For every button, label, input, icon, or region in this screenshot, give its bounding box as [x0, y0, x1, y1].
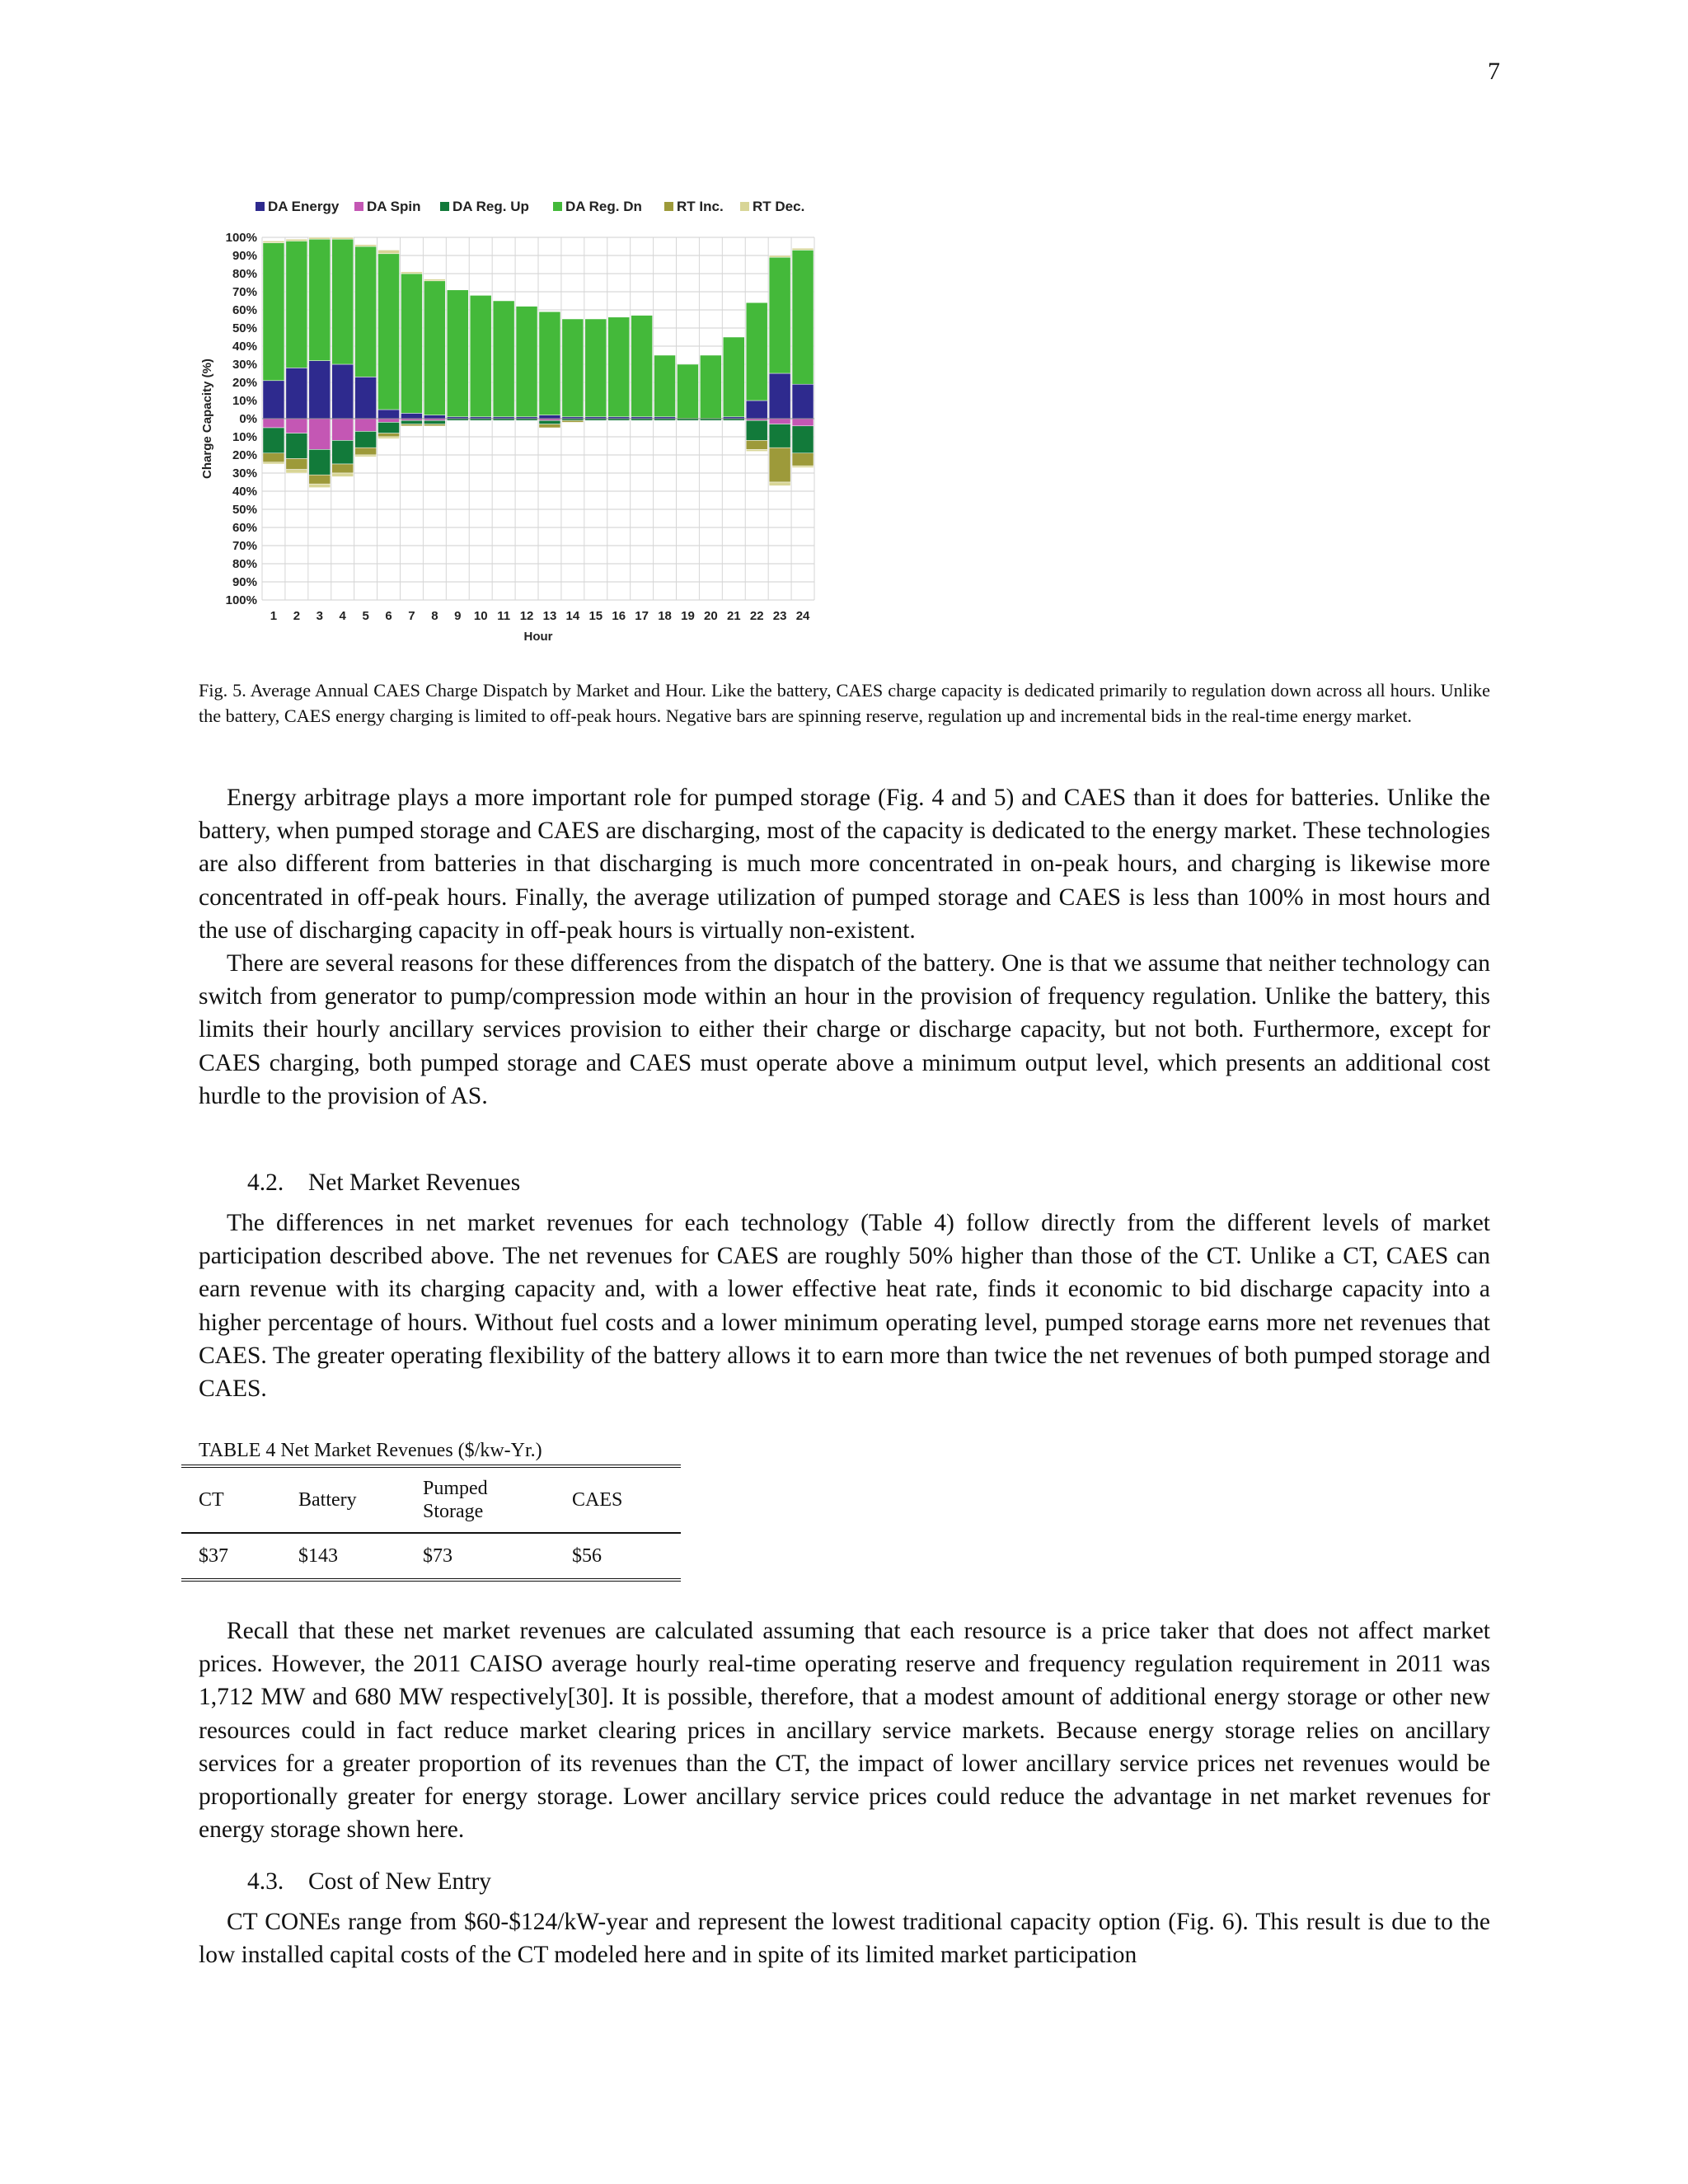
x-tick-label: 6: [385, 609, 392, 623]
x-tick-label: 24: [795, 609, 810, 623]
bar-segment: [355, 377, 377, 419]
bar-segment: [447, 290, 468, 417]
y-tick-label: 20%: [232, 376, 257, 390]
bar-segment: [424, 281, 445, 415]
bar-segment: [263, 428, 284, 453]
paragraph: CT CONEs range from $60-$124/kW-year and represent the lowest traditional capacity option (Fig. 6). This result is due to the low installed capital costs of the CT modeled here and in spite of its limited market participation: [199, 1909, 1490, 1969]
figure-5: [195, 191, 829, 653]
page-number: 7: [1488, 58, 1500, 85]
section-heading-4-3: [247, 1865, 491, 1898]
y-tick-label: 60%: [232, 303, 257, 317]
bar-segment: [562, 420, 584, 422]
y-tick-label: 40%: [232, 340, 257, 354]
x-tick-label: 9: [454, 609, 462, 623]
bar-segment: [309, 475, 331, 484]
bar-segment: [355, 431, 377, 448]
x-tick-label: 19: [681, 609, 695, 623]
bar-segment: [263, 243, 284, 381]
bar-segment: [539, 312, 560, 415]
bar-segment: [401, 274, 422, 413]
x-tick-label: 15: [588, 609, 603, 623]
bar-segment: [286, 239, 307, 241]
bar-segment: [309, 239, 331, 360]
bar-segment: [769, 257, 790, 373]
table-header-row: [181, 1466, 681, 1533]
bar-segment: [355, 419, 377, 431]
bar-segment: [332, 364, 354, 419]
bar-segment: [539, 415, 560, 419]
bar-segment: [769, 419, 790, 424]
bar-segment: [378, 437, 400, 438]
table-cell: $37: [199, 1544, 228, 1567]
legend-swatch: [440, 202, 449, 211]
bar-segment: [792, 466, 814, 467]
x-tick-label: 13: [542, 609, 557, 623]
bar-segment: [401, 272, 422, 274]
x-tick-label: 11: [497, 609, 511, 623]
bar-segment: [263, 462, 284, 464]
bar-segment: [401, 420, 422, 424]
legend-label: DA Energy: [268, 199, 340, 214]
bar-segment: [539, 424, 560, 428]
bar-segment: [746, 302, 767, 401]
table-cell: $143: [298, 1544, 338, 1567]
bar-segment: [424, 279, 445, 281]
table-row: [181, 1533, 681, 1580]
bar-segment: [378, 434, 400, 437]
x-tick-label: 20: [704, 609, 718, 623]
bar-segment: [470, 295, 491, 416]
bar-segment: [424, 424, 445, 426]
x-tick-label: 14: [565, 609, 580, 623]
bar-segment: [516, 307, 537, 417]
x-axis-title: Hour: [523, 630, 553, 644]
paragraph: The differences in net market revenues for each technology (Table 4) follow directly from the different levels of market participation described above. The net revenues for CAES are roughly 50% higher than those of the CT. Unlike a CT, CAES can earn revenue with its charging capacity and, with a lower effective heat rate, finds it economic to bid discharge capacity into a higher percentage of hours. Without fuel costs and a lower minimum operating level, pumped storage earns more net revenues that CAES. The greater operating flexibility of the battery allows it to earn more than twice the net revenues of both pumped storage and CAES.: [199, 1210, 1490, 1403]
y-tick-label: 70%: [232, 285, 257, 299]
y-tick-label: 50%: [232, 503, 257, 517]
y-axis-title: Charge Capacity (%): [200, 359, 214, 479]
y-tick-label: 0%: [239, 412, 257, 426]
bar-segment: [378, 419, 400, 422]
table-header-cell: CAES: [555, 1466, 681, 1533]
x-tick-label: 2: [293, 609, 301, 623]
x-tick-label: 1: [270, 609, 278, 623]
bar-segment: [769, 373, 790, 419]
bar-segment: [286, 368, 307, 419]
table-cell: $56: [572, 1544, 602, 1567]
bar-segment: [746, 420, 767, 440]
legend-label: RT Dec.: [753, 199, 805, 214]
bar-segment: [769, 255, 790, 257]
bar-segment: [424, 415, 445, 419]
bar-segment: [585, 319, 607, 417]
bar-segment: [562, 319, 584, 417]
bar-segment: [286, 419, 307, 434]
legend-label: RT Inc.: [677, 199, 724, 214]
bar-segment: [608, 317, 630, 417]
x-tick-label: 4: [339, 609, 346, 623]
bar-segment: [309, 361, 331, 419]
section-title: Cost of New Entry: [308, 1868, 492, 1895]
x-tick-label: 17: [635, 609, 649, 623]
bar-segment: [654, 355, 676, 417]
y-tick-label: 80%: [232, 557, 257, 571]
bar-segment: [769, 482, 790, 485]
bar-segment: [401, 413, 422, 419]
bar-segment: [677, 364, 698, 419]
bar-segment: [263, 453, 284, 462]
bar-segment: [309, 449, 331, 475]
y-tick-label: 60%: [232, 521, 257, 535]
bar-segment: [631, 316, 653, 417]
y-tick-label: 100%: [225, 231, 257, 245]
bar-segment: [355, 246, 377, 377]
y-tick-label: 90%: [232, 575, 257, 589]
table-header-cell: Battery: [281, 1466, 406, 1533]
bar-segment: [332, 419, 354, 440]
bar-segment: [332, 440, 354, 464]
legend-label: DA Spin: [367, 199, 421, 214]
section-heading-4-2: [247, 1166, 520, 1199]
bar-segment: [539, 420, 560, 424]
bar-segment: [286, 241, 307, 368]
paragraph: Recall that these net market revenues are calculated assuming that each resource is a price taker that does not affect market prices. However, the 2011 CAISO average hourly real-time operating reserve and frequency regulation requirement in 2011 was 1,712 MW and 680 MW respectively[30]. It is possible, therefore, that a modest amount of additional energy storage or other new resources could in fact reduce market clearing prices in ancillary service markets. Because energy storage relies on ancillary services for a greater proportion of its revenues than the CT, the impact of lower ancillary service prices net revenues would be proportionally greater for energy storage. Lower ancillary service prices could reduce the advantage in net market revenues for energy storage shown here.: [199, 1618, 1490, 1844]
legend-swatch: [354, 202, 363, 211]
paragraph: Energy arbitrage plays a more important role for pumped storage (Fig. 4 and 5) and CAES than it does for batteries. Unlike the battery, when pumped storage and CAES are discharging, most of the capacity is dedicated to the energy market. These technologies are also different from batteries in that discharging is much more concentrated in on-peak hours, and charging is likewise more concentrated in off-peak hours. Finally, the average utilization of pumped storage and CAES is less than 100% in most hours and the use of discharging capacity in off-peak hours is virtually non-existent.: [199, 785, 1490, 944]
bar-segment: [286, 470, 307, 473]
pumped-storage-header: Pumped Storage: [423, 1478, 488, 1522]
bar-segment: [746, 401, 767, 419]
bar-segment: [792, 250, 814, 384]
bar-segment: [286, 458, 307, 469]
x-tick-label: 7: [408, 609, 415, 623]
bar-segment: [286, 434, 307, 459]
x-tick-label: 8: [431, 609, 438, 623]
bar-segment: [263, 419, 284, 428]
x-tick-label: 22: [749, 609, 764, 623]
y-tick-label: 100%: [225, 593, 257, 607]
legend-swatch: [740, 202, 749, 211]
y-tick-label: 80%: [232, 267, 257, 281]
x-tick-label: 16: [612, 609, 626, 623]
bar-segment: [769, 424, 790, 448]
table-header-cell: [406, 1466, 555, 1533]
legend-label: DA Reg. Up: [452, 199, 529, 214]
x-tick-label: 3: [316, 609, 323, 623]
bar-segment: [355, 455, 377, 457]
bar-segment: [401, 424, 422, 426]
x-tick-label: 18: [658, 609, 672, 623]
table-header-cell: CT: [181, 1466, 281, 1533]
bar-segment: [332, 239, 354, 364]
bar-segment: [309, 237, 331, 239]
y-tick-label: 10%: [232, 430, 257, 444]
bar-segment: [309, 419, 331, 449]
x-tick-label: 21: [726, 609, 741, 623]
bar-segment: [792, 384, 814, 419]
y-tick-label: 30%: [232, 358, 257, 372]
y-tick-label: 10%: [232, 394, 257, 408]
y-tick-label: 20%: [232, 448, 257, 462]
bar-segment: [792, 453, 814, 466]
caes-charge-dispatch-chart: [195, 191, 829, 653]
paragraph: There are several reasons for these differences from the dispatch of the battery. One is that we assume that neither technology can switch from generator to pump/compression mode within an hour in the provision of frequency regulation. Unlike the battery, this limits their hourly ancillary services provision to either their charge or discharge capacity, but not both. Furthermore, except for CAES charging, both pumped storage and CAES must operate above a minimum output level, which presents an additional cost hurdle to the provision of AS.: [199, 950, 1490, 1109]
bar-segment: [378, 422, 400, 433]
body-section-4: [199, 1905, 1490, 1971]
bar-segment: [700, 355, 721, 419]
bar-segment: [263, 241, 284, 242]
bar-segment: [769, 448, 790, 482]
legend-label: DA Reg. Dn: [565, 199, 642, 214]
x-tick-label: 12: [519, 609, 534, 623]
bar-segment: [332, 237, 354, 239]
body-section-1: [199, 781, 1490, 1113]
legend-swatch: [553, 202, 562, 211]
bar-segment: [424, 420, 445, 424]
bar-segment: [493, 301, 514, 417]
x-tick-label: 5: [362, 609, 369, 623]
bar-segment: [332, 473, 354, 476]
bar-segment: [332, 464, 354, 473]
bar-segment: [263, 381, 284, 419]
bar-segment: [792, 426, 814, 453]
bar-segment: [378, 250, 400, 253]
legend-swatch: [256, 202, 265, 211]
bar-segment: [746, 440, 767, 449]
section-title: Net Market Revenues: [308, 1169, 521, 1196]
y-tick-label: 30%: [232, 466, 257, 480]
bar-segment: [309, 484, 331, 487]
y-tick-label: 70%: [232, 539, 257, 553]
bar-segment: [723, 337, 744, 417]
table-cell: $73: [423, 1544, 452, 1567]
x-tick-label: 23: [772, 609, 787, 623]
bar-segment: [378, 254, 400, 410]
table-title: TABLE 4 Net Market Revenues ($/kw-Yr.): [199, 1440, 542, 1461]
figure-caption: Fig. 5. Average Annual CAES Charge Dispatch by Market and Hour. Like the battery, CAES charge capacity is dedicated primarily to regulation down across all hours. Unlike the battery, CAES energy charging is limited to off-peak hours. Negative bars are spinning reserve, regulation up and incremental bids in the real-time energy market.: [199, 680, 1490, 726]
y-tick-label: 90%: [232, 249, 257, 263]
bar-segment: [746, 449, 767, 451]
body-section-3: [199, 1615, 1490, 1846]
y-tick-label: 50%: [232, 321, 257, 335]
section-number: 4.3.: [247, 1868, 284, 1895]
body-section-2: [199, 1207, 1490, 1405]
bar-segment: [792, 419, 814, 426]
legend-swatch: [664, 202, 673, 211]
section-number: 4.2.: [247, 1169, 284, 1196]
net-market-revenues-table: [181, 1465, 681, 1582]
bar-segment: [355, 448, 377, 455]
bar-segment: [355, 245, 377, 246]
bar-segment: [792, 248, 814, 250]
y-tick-label: 40%: [232, 485, 257, 499]
bar-segment: [378, 410, 400, 419]
x-tick-label: 10: [473, 609, 488, 623]
